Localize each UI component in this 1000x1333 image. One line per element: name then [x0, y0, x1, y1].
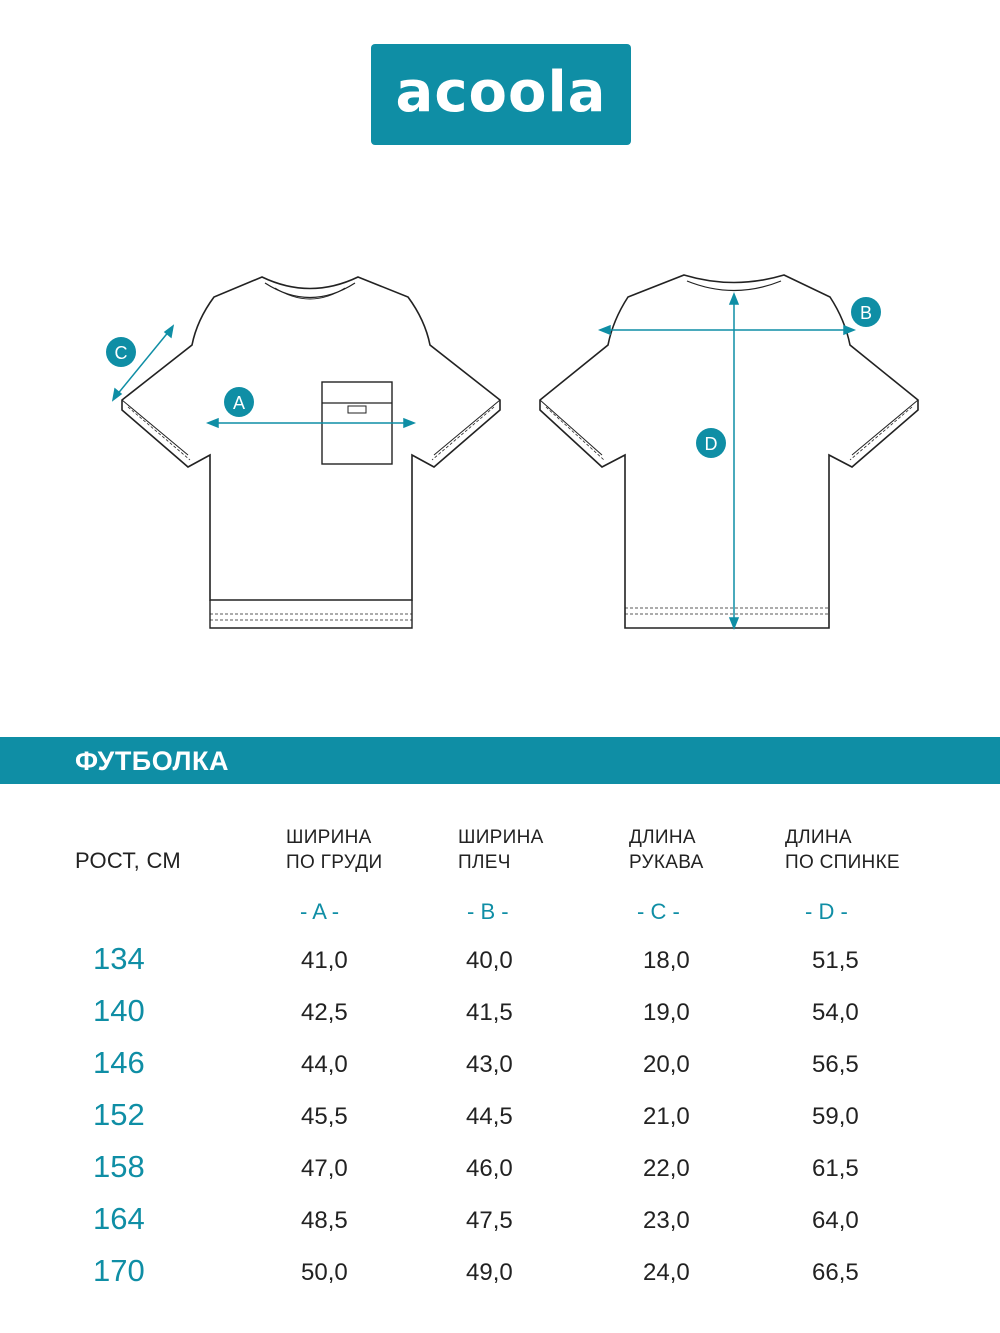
table-row	[0, 1149, 1000, 1201]
table-row	[0, 1201, 1000, 1253]
header-col-c-line1: ДЛИНА	[629, 827, 696, 848]
row-height: 170	[93, 1253, 145, 1288]
code-col-d: - D -	[805, 899, 848, 924]
header-col-a	[286, 825, 382, 875]
cell-a: 45,5	[301, 1103, 348, 1130]
header-col-a-line2: ПО ГРУДИ	[286, 852, 383, 873]
badge-b	[851, 297, 881, 327]
measure-d-line	[730, 294, 738, 628]
row-height: 158	[93, 1149, 145, 1184]
measure-a-line	[208, 419, 414, 427]
product-banner	[0, 737, 1000, 784]
cell-c: 22,0	[643, 1155, 690, 1182]
cell-c: 18,0	[643, 947, 690, 974]
row-height: 152	[93, 1097, 145, 1132]
cell-a: 47,0	[301, 1155, 348, 1182]
cell-b: 46,0	[466, 1155, 513, 1182]
cell-a: 50,0	[301, 1259, 348, 1286]
cell-d: 56,5	[812, 1051, 859, 1078]
table-row	[0, 941, 1000, 993]
code-col-a: - A -	[300, 899, 340, 924]
cell-d: 51,5	[812, 947, 859, 974]
header-col-b	[458, 825, 544, 875]
cell-d: 54,0	[812, 999, 859, 1026]
header-col-d-line1: ДЛИНА	[785, 827, 852, 848]
cell-d: 64,0	[812, 1207, 859, 1234]
cell-d: 61,5	[812, 1155, 859, 1182]
badge-c-label: C	[114, 343, 128, 363]
header-col-c	[629, 825, 704, 875]
header-col-d	[785, 825, 900, 875]
cell-c: 23,0	[643, 1207, 690, 1234]
cell-d: 59,0	[812, 1103, 859, 1130]
product-title: ФУТБОЛКА	[75, 746, 229, 776]
row-height: 146	[93, 1045, 145, 1080]
cell-a: 48,5	[301, 1207, 348, 1234]
measure-b-line	[600, 326, 854, 334]
code-col-b: - B -	[467, 899, 509, 924]
row-height: 164	[93, 1201, 145, 1236]
header-col-c-line2: РУКАВА	[629, 852, 704, 873]
code-col-c: - C -	[637, 899, 680, 924]
badge-d	[696, 428, 726, 458]
tshirt-diagram	[0, 240, 1000, 660]
badge-c	[106, 337, 136, 367]
badge-b-label: B	[859, 303, 873, 323]
badge-a-label: A	[232, 393, 246, 413]
cell-d: 66,5	[812, 1259, 859, 1286]
tshirt-front-sketch	[122, 277, 500, 628]
cell-b: 47,5	[466, 1207, 513, 1234]
header-col-d-line2: ПО СПИНКЕ	[785, 852, 900, 873]
table-row	[0, 1045, 1000, 1097]
cell-a: 41,0	[301, 947, 348, 974]
cell-c: 21,0	[643, 1103, 690, 1130]
cell-b: 41,5	[466, 999, 513, 1026]
header-height: РОСТ, СМ	[75, 848, 182, 873]
cell-b: 49,0	[466, 1259, 513, 1286]
header-col-a-line1: ШИРИНА	[286, 827, 372, 848]
cell-a: 44,0	[301, 1051, 348, 1078]
table-row	[0, 993, 1000, 1045]
row-height: 134	[93, 941, 145, 976]
brand-logo	[371, 44, 631, 145]
cell-c: 24,0	[643, 1259, 690, 1286]
cell-c: 19,0	[643, 999, 690, 1026]
header-col-b-line1: ШИРИНА	[458, 827, 544, 848]
header-col-b-line2: ПЛЕЧ	[458, 852, 511, 873]
tshirt-back-sketch	[540, 275, 918, 628]
cell-b: 44,5	[466, 1103, 513, 1130]
row-height: 140	[93, 993, 145, 1028]
logo-text: acoola	[395, 59, 607, 125]
table-row	[0, 1253, 1000, 1305]
badge-d-label: D	[704, 434, 718, 454]
cell-b: 40,0	[466, 947, 513, 974]
cell-a: 42,5	[301, 999, 348, 1026]
badge-a	[224, 387, 254, 417]
cell-c: 20,0	[643, 1051, 690, 1078]
table-row	[0, 1097, 1000, 1149]
cell-b: 43,0	[466, 1051, 513, 1078]
